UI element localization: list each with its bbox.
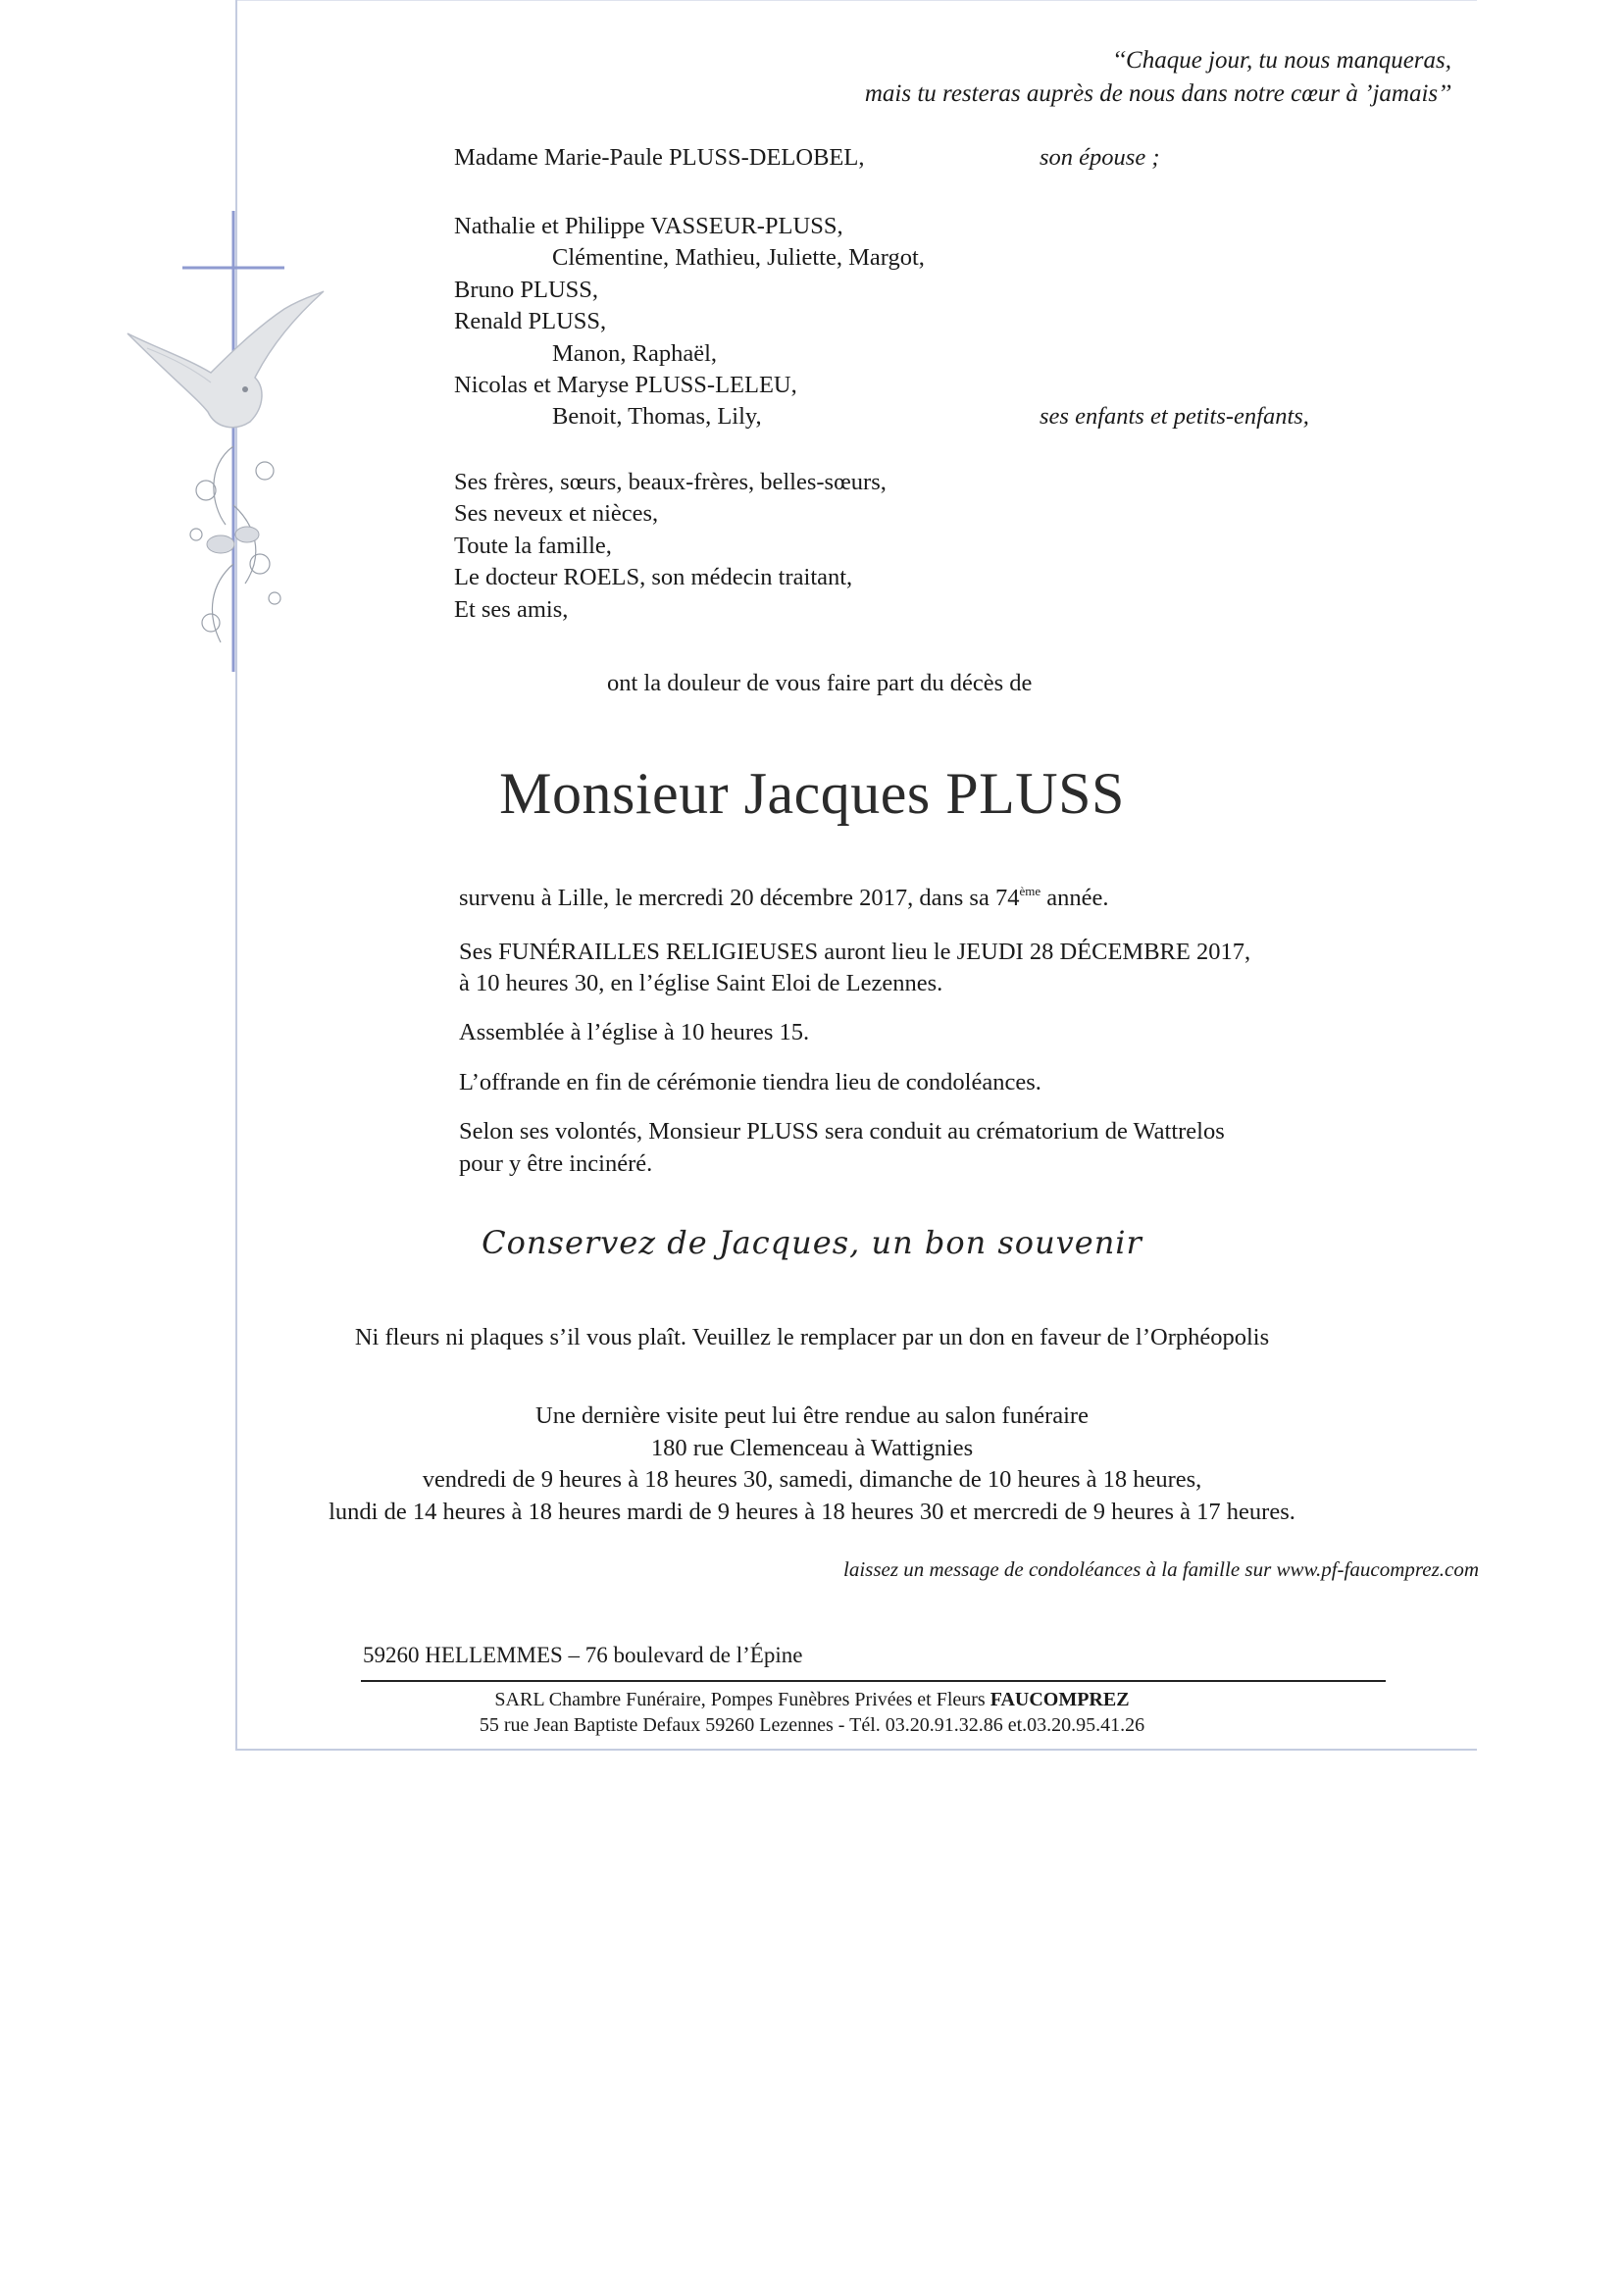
death-details	[459, 885, 1109, 911]
child-line: Bruno PLUSS,	[454, 277, 599, 303]
quote-line-1: ‘‘Chaque jour, tu nous manqueras,	[1112, 47, 1451, 74]
visit-line-2: 180 rue Clemenceau à Wattignies	[650, 1435, 974, 1461]
grandchild-line: Benoit, Thomas, Lily,	[552, 403, 762, 430]
visit-line-4: lundi de 14 heures à 18 heures mardi de 9 heures à 18 heures 30 et mercredi de 9 heures à 17 heures.	[329, 1499, 1295, 1525]
relatives-line: Toute la famille,	[454, 533, 612, 559]
spouse-name: Madame Marie-Paule PLUSS-DELOBEL,	[454, 144, 865, 171]
spouse-role: son épouse ;	[1040, 144, 1160, 171]
relatives-line: Le docteur ROELS, son médecin traitant,	[454, 564, 853, 590]
footer-company	[0, 1689, 1624, 1711]
footer-company-text: SARL Chambre Funéraire, Pompes Funèbres Privées et Fleurs	[494, 1689, 990, 1710]
flowers-notice: Ni fleurs ni plaques s’il vous plaît. Veuillez le remplacer par un don en faveur de l’Orphéopolis	[354, 1324, 1270, 1350]
grandchild-line: Manon, Raphaël,	[552, 340, 718, 367]
cross-dove-icon	[118, 211, 333, 672]
condolences-website[interactable]: laissez un message de condoléances à la famille sur www.pf-faucomprez.com	[842, 1557, 1479, 1581]
deceased-name: Monsieur Jacques PLUSS	[499, 761, 1125, 826]
footer-divider	[361, 1680, 1386, 1682]
memory-phrase: Conservez de Jacques, un bon souvenir	[482, 1224, 1142, 1261]
death-details-text: survenu à Lille, le mercredi 20 décembre 2017, dans sa 74	[459, 885, 1020, 911]
offering-info: L’offrande en fin de cérémonie tiendra lieu de condoléances.	[459, 1069, 1041, 1095]
grandchild-line: Clémentine, Mathieu, Juliette, Margot,	[552, 244, 925, 271]
relatives-line: Ses frères, sœurs, beaux-frères, belles-sœurs,	[454, 469, 887, 495]
funeral-line-2: à 10 heures 30, en l’église Saint Eloi de Lezennes.	[459, 970, 943, 996]
child-line: Nicolas et Maryse PLUSS-LELEU,	[454, 372, 797, 398]
visit-line-1: Une dernière visite peut lui être rendue au salon funéraire	[535, 1402, 1089, 1429]
address: 59260 HELLEMMES – 76 boulevard de l’Épine	[363, 1643, 803, 1667]
children-role: ses enfants et petits-enfants,	[1040, 403, 1309, 430]
visit-line-3: vendredi de 9 heures à 18 heures 30, samedi, dimanche de 10 heures à 18 heures,	[422, 1466, 1202, 1493]
footer-company-brand: FAUCOMPREZ	[990, 1689, 1130, 1710]
child-line: Renald PLUSS,	[454, 308, 607, 334]
assembly-info: Assemblée à l’église à 10 heures 15.	[459, 1019, 810, 1045]
footer-contact: 55 rue Jean Baptiste Defaux 59260 Lezennes - Tél. 03.20.91.32.86 et.03.20.95.41.26	[479, 1714, 1145, 1736]
quote-line-2: mais tu resteras auprès de nous dans notre cœur à ’jamais’’	[864, 80, 1451, 107]
relatives-line: Et ses amis,	[454, 596, 569, 623]
child-line: Nathalie et Philippe VASSEUR-PLUSS,	[454, 213, 843, 239]
funeral-line-1: Ses FUNÉRAILLES RELIGIEUSES auront lieu le JEUDI 28 DÉCEMBRE 2017,	[459, 939, 1251, 965]
death-details-end: année.	[1040, 885, 1109, 911]
death-details-superscript: ème	[1019, 884, 1041, 898]
relatives-line: Ses neveux et nièces,	[454, 500, 659, 527]
cremation-line-2: pour y être incinéré.	[459, 1150, 653, 1177]
cremation-line-1: Selon ses volontés, Monsieur PLUSS sera conduit au crématorium de Wattrelos	[459, 1118, 1225, 1145]
announcement: ont la douleur de vous faire part du décès de	[607, 670, 1033, 696]
